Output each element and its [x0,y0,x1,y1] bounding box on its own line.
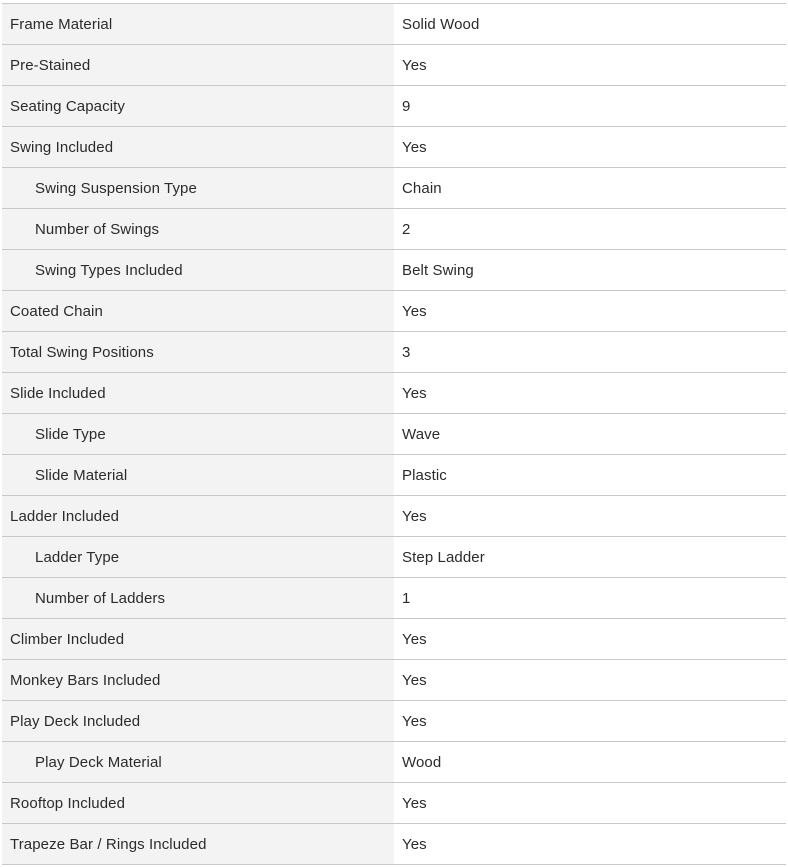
spec-value: 9 [394,86,786,126]
spec-label: Slide Included [2,373,394,413]
spec-value: Yes [394,701,786,741]
spec-value: Yes [394,660,786,700]
spec-value: 3 [394,332,786,372]
spec-row-slide-type [2,414,786,455]
spec-row-swing-suspension-type [2,168,786,209]
spec-label: Climber Included [2,619,394,659]
spec-label: Seating Capacity [2,86,394,126]
spec-value: Yes [394,496,786,536]
spec-label: Total Swing Positions [2,332,394,372]
spec-row-number-of-ladders [2,578,786,619]
spec-value: Yes [394,373,786,413]
spec-row-number-of-swings [2,209,786,250]
spec-value: Yes [394,783,786,823]
specifications-table [2,3,786,865]
spec-value: Wave [394,414,786,454]
spec-row-slide-material [2,455,786,496]
spec-value: Yes [394,45,786,85]
spec-label: Ladder Type [2,537,394,577]
spec-label: Trapeze Bar / Rings Included [2,824,394,864]
spec-row-climber-included [2,619,786,660]
spec-label: Play Deck Included [2,701,394,741]
spec-label: Frame Material [2,4,394,44]
spec-label: Play Deck Material [2,742,394,782]
spec-row-swing-included [2,127,786,168]
spec-row-total-swing-positions [2,332,786,373]
spec-label: Slide Type [2,414,394,454]
spec-row-play-deck-material [2,742,786,783]
spec-value: Belt Swing [394,250,786,290]
spec-value: Yes [394,291,786,331]
spec-value: Step Ladder [394,537,786,577]
spec-row-ladder-type [2,537,786,578]
spec-value: 1 [394,578,786,618]
spec-label: Slide Material [2,455,394,495]
spec-row-frame-material [2,4,786,45]
spec-value: Chain [394,168,786,208]
spec-row-coated-chain [2,291,786,332]
spec-label: Ladder Included [2,496,394,536]
spec-label: Swing Included [2,127,394,167]
spec-value: Yes [394,127,786,167]
spec-row-trapeze-bar-rings-included [2,824,786,865]
spec-row-play-deck-included [2,701,786,742]
spec-label: Rooftop Included [2,783,394,823]
spec-label: Number of Swings [2,209,394,249]
spec-label: Coated Chain [2,291,394,331]
spec-row-swing-types-included [2,250,786,291]
spec-row-seating-capacity [2,86,786,127]
spec-value: Yes [394,619,786,659]
spec-label: Swing Types Included [2,250,394,290]
spec-value: Plastic [394,455,786,495]
spec-label: Swing Suspension Type [2,168,394,208]
spec-row-ladder-included [2,496,786,537]
spec-label: Number of Ladders [2,578,394,618]
spec-label: Pre-Stained [2,45,394,85]
spec-row-pre-stained [2,45,786,86]
spec-row-slide-included [2,373,786,414]
spec-label: Monkey Bars Included [2,660,394,700]
spec-value: Solid Wood [394,4,786,44]
spec-row-rooftop-included [2,783,786,824]
spec-value: 2 [394,209,786,249]
spec-value: Wood [394,742,786,782]
spec-row-monkey-bars-included [2,660,786,701]
spec-value: Yes [394,824,786,864]
